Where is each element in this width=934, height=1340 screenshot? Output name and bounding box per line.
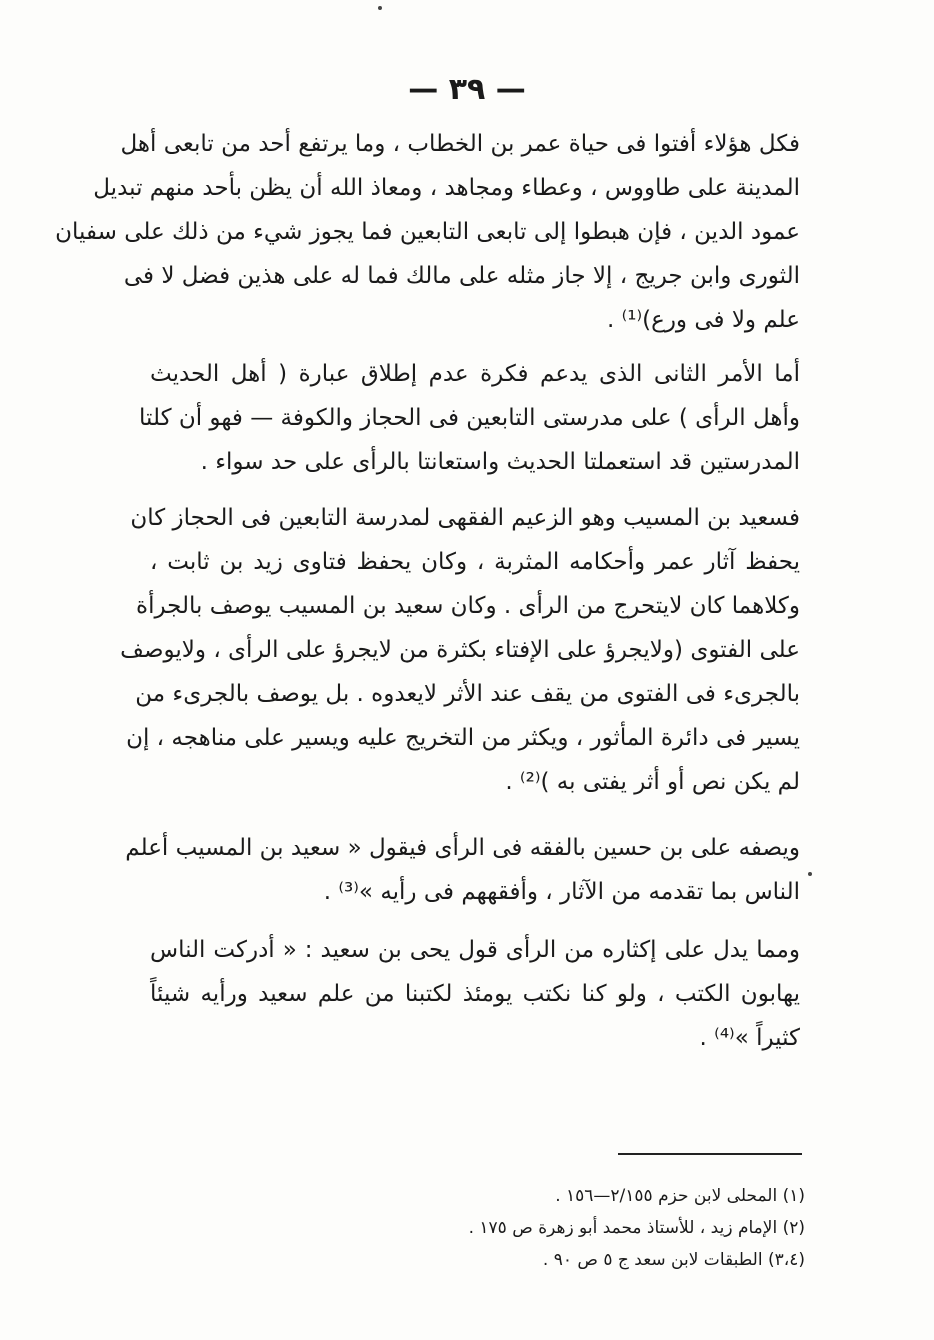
text-line: المدرستين قد استعملتا الحديث واستعانتا بالرأى على حد سواء .: [200, 449, 800, 475]
scan-speck: [808, 872, 812, 876]
text-line: كثيراً »⁽⁴⁾ .: [699, 1025, 800, 1051]
text-line: الناس بما تقدمه من الآثار ، وأفقههم فى رأيه »⁽³⁾ .: [323, 879, 800, 905]
paragraph-4: [125, 826, 800, 914]
paragraph-5: [150, 928, 800, 1060]
page-number: — ٣٩ —: [408, 72, 526, 107]
paragraph-2: [139, 352, 800, 484]
scan-speck: [378, 6, 382, 10]
text-line: أما الأمر الثانى الذى يدعم فكرة عدم إطلاق عبارة ( أهل الحديث: [150, 361, 800, 387]
footnote-3: (٣،٤) الطبقات لابن سعد ج ٥ ص ٩٠ .: [542, 1250, 805, 1270]
text-line: لم يكن نص أو أثر يفتى به )⁽²⁾ .: [505, 769, 800, 795]
text-line: بالجرىء فى الفتوى من يقف عند الأثر لايعدوه . بل يوصف بالجرىء من: [135, 681, 800, 707]
text-line: عمود الدين ، فإن هبطوا إلى تابعى التابعين فما يجوز شيء من ذلك على سفيان: [55, 219, 800, 245]
main-text: [55, 122, 800, 1060]
text-line: المدينة على طاووس ، وعطاء ومجاهد ، ومعاذ الله أن يظن بأحد منهم تبديل: [93, 175, 800, 201]
paragraph-3: [120, 496, 800, 804]
text-line: ومما يدل على إكثاره من الرأى قول يحى بن سعيد : « أدركت الناس: [150, 937, 800, 963]
text-line: الثورى وابن جريج ، إلا جاز مثله على مالك فما له على هذين فضل لا فى: [123, 263, 800, 289]
footnotes: [360, 1180, 805, 1276]
text-line: ويصفه على بن حسين بالفقه فى الرأى فيقول « سعيد بن المسيب أعلم: [125, 835, 800, 861]
footnote-2: (٢) الإمام زيد ، للأستاذ محمد أبو زهرة ص ١٧٥ .: [468, 1218, 805, 1238]
text-line: فكل هؤلاء أفتوا فى حياة عمر بن الخطاب ، وما يرتفع أحد من تابعى أهل: [120, 131, 800, 157]
footnote-divider: [618, 1153, 802, 1155]
text-line: وكلاهما كان لايتحرج من الرأى . وكان سعيد بن المسيب يوصف بالجرأة: [136, 593, 800, 619]
text-line: يسير فى دائرة المأثور ، ويكثر من التخريج عليه ويسير على مناهجه ، إن: [126, 725, 800, 751]
footnote-1: (١) المحلى لابن حزم ٢/١٥٥—١٥٦ .: [555, 1186, 805, 1206]
text-line: يهابون الكتب ، ولو كنا نكتب يومئذ لكتبنا من علم سعيد ورأيه شيئاً: [150, 981, 800, 1007]
paragraph-1: [55, 122, 800, 342]
text-line: على الفتوى (ولايجرؤ على الإفتاء بكثرة من لايجرؤ على الرأى ، ولايوصف: [120, 637, 800, 663]
text-line: علم ولا فى ورع)⁽¹⁾ .: [606, 307, 800, 333]
text-line: وأهل الرأى ) على مدرستى التابعين فى الحجاز والكوفة — فهو أن كلتا: [139, 405, 800, 431]
text-line: يحفظ آثار عمر وأحكامه المثربة ، وكان يحفظ فتاوى زيد بن ثابت ،: [150, 549, 800, 575]
text-line: فسعيد بن المسيب وهو الزعيم الفقهى لمدرسة التابعين فى الحجاز كان: [130, 505, 800, 531]
